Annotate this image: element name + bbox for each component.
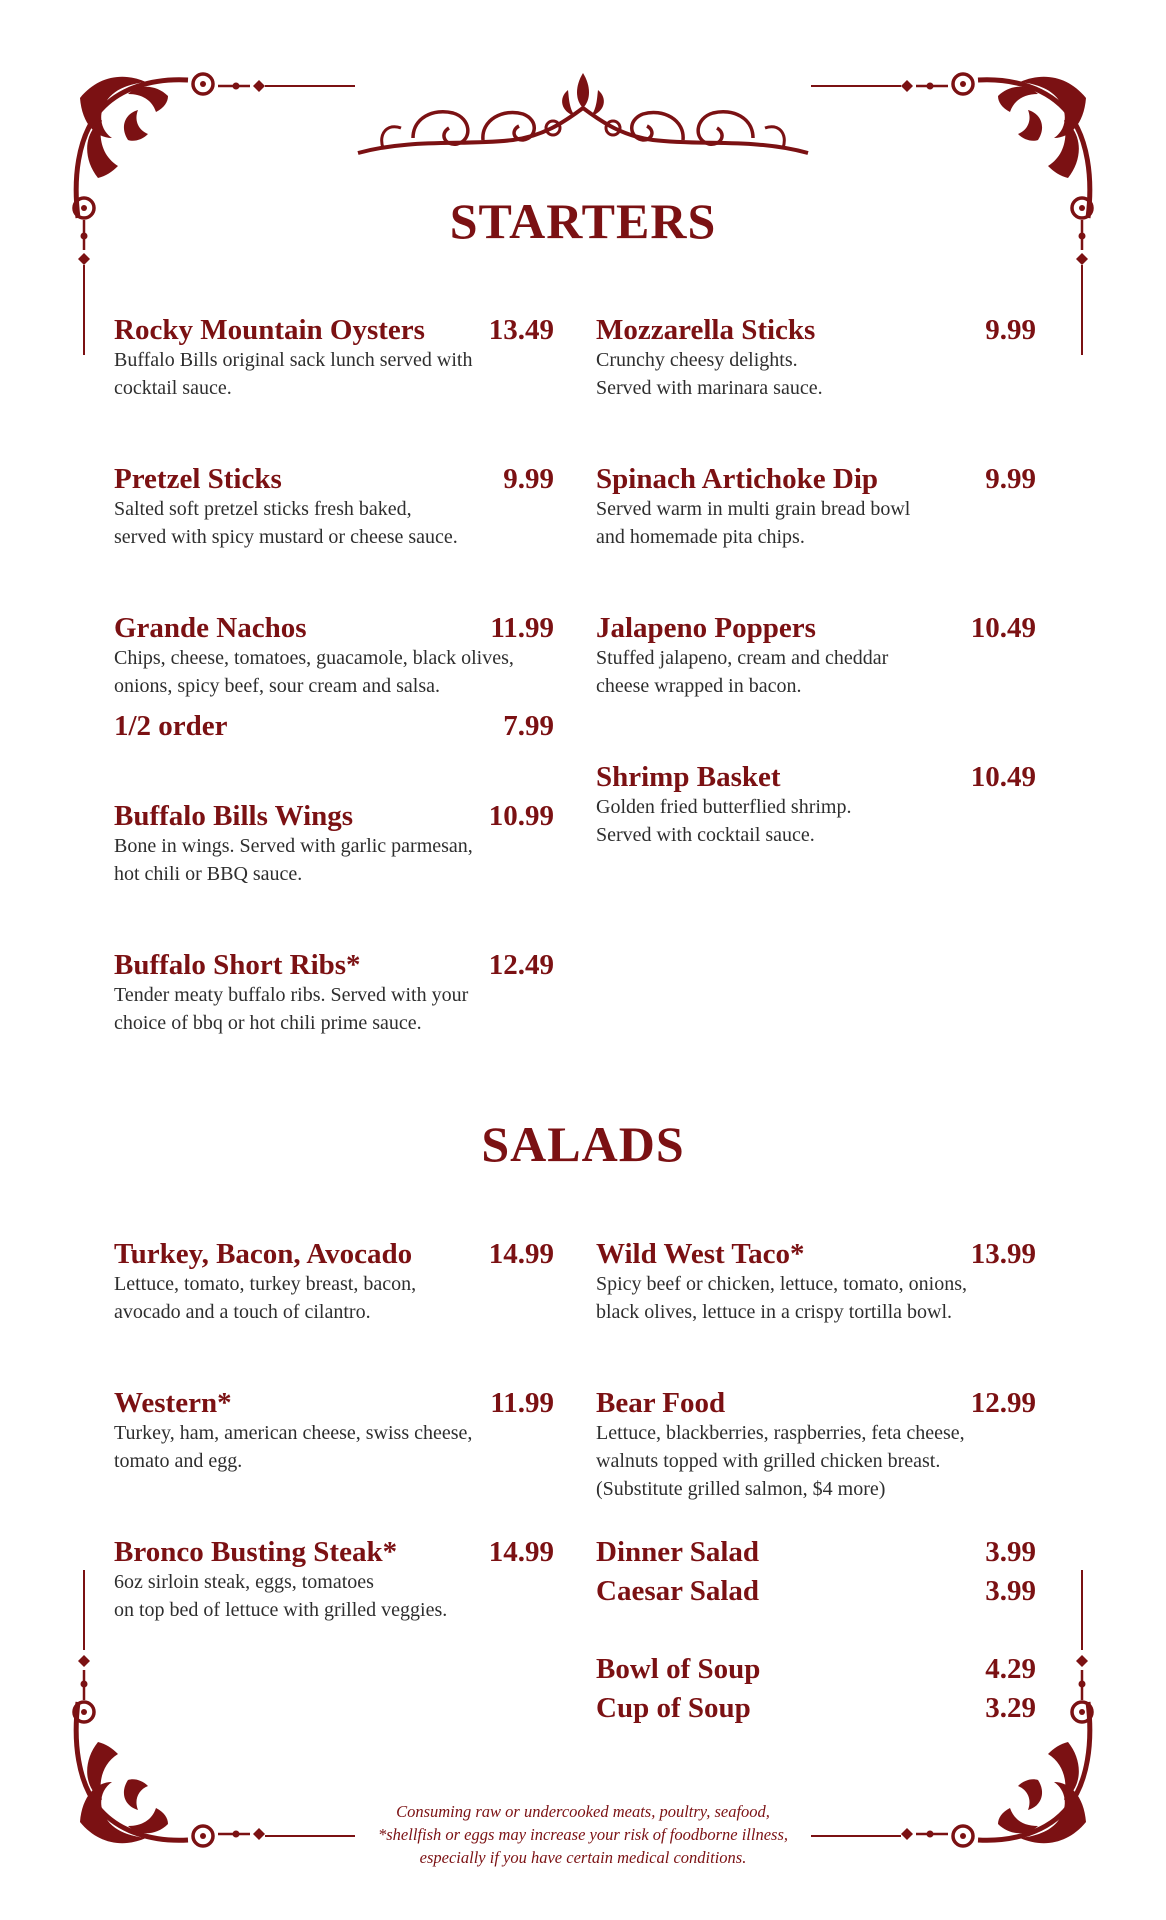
item-name: Bronco Busting Steak* [114,1536,398,1568]
item-name: Cup of Soup [596,1692,751,1724]
item-name: Buffalo Bills Wings [114,800,354,832]
menu-item [596,761,1036,849]
item-description: Chips, cheese, tomatoes, guacamole, black olives, onions, spicy beef, sour cream and salsa. [114,647,514,697]
item-description: 6oz sirloin steak, eggs, tomatoes on top bed of lettuce with grilled veggies. [114,1571,448,1621]
menu-item [596,1653,1036,1685]
item-price: 10.99 [488,800,554,832]
menu-item [596,1692,1036,1724]
top-right-rule [811,85,901,87]
menu-item [114,800,554,888]
item-description: Turkey, ham, american cheese, swiss cheese, tomato and egg. [114,1422,473,1472]
item-description: Tender meaty buffalo ribs. Served with your choice of bbq or hot chili prime sauce. [114,984,469,1034]
item-name: Shrimp Basket [596,761,781,793]
item-name: Western* [114,1387,232,1419]
health-disclaimer [283,1800,883,1869]
item-name: Bowl of Soup [596,1653,761,1685]
item-price: 3.99 [985,1575,1036,1607]
item-description: Salted soft pretzel sticks fresh baked, served with spicy mustard or cheese sauce. [114,498,458,548]
item-name: Caesar Salad [596,1575,760,1607]
item-description: Served warm in multi grain bread bowl and homemade pita chips. [596,498,911,548]
left-top-rule [83,265,85,355]
item-description: Spicy beef or chicken, lettuce, tomato, onions, black olives, lettuce in a crispy tortilla bowl. [596,1273,968,1323]
item-name: Mozzarella Sticks [596,314,816,346]
item-price: 11.99 [490,1387,554,1419]
item-description: Bone in wings. Served with garlic parmesan, hot chili or BBQ sauce. [114,835,473,885]
menu-item [596,463,1036,551]
item-price: 13.99 [970,1238,1036,1270]
menu-item [596,1575,1036,1607]
menu-item [596,612,1036,700]
menu-item [114,314,554,402]
disclaimer-line: *shellfish or eggs may increase your risk of foodborne illness, [377,1825,789,1844]
item-sub-price: 7.99 [503,710,554,742]
top-left-rule [265,85,355,87]
item-description: Golden fried butterflied shrimp. Served with cocktail sauce. [596,796,852,846]
item-price: 12.49 [488,949,554,981]
item-price: 11.99 [490,612,554,644]
menu-item [596,1238,1036,1326]
item-price: 9.99 [985,314,1036,346]
item-price: 4.29 [985,1653,1036,1685]
item-description: Lettuce, blackberries, raspberries, feta cheese, walnuts topped with grilled chicken breast. (Substitute grilled salmon, $4 more) [596,1422,965,1500]
right-top-rule [1081,265,1083,355]
item-price: 9.99 [985,463,1036,495]
item-price: 14.99 [488,1238,554,1270]
flourish-corner-icon [68,1642,278,1852]
menu-item [114,1387,554,1475]
item-price: 10.49 [970,761,1036,793]
section-title-starters: STARTERS [449,193,717,249]
item-description: Lettuce, tomato, turkey breast, bacon, avocado and a touch of cilantro. [114,1273,417,1323]
item-name: Spinach Artichoke Dip [596,463,878,495]
item-price: 13.49 [488,314,554,346]
item-sub-name: 1/2 order [114,710,228,742]
item-name: Rocky Mountain Oysters [114,314,425,346]
item-name: Pretzel Sticks [114,463,282,495]
disclaimer-line: Consuming raw or undercooked meats, poultry, seafood, [396,1802,770,1821]
menu-item [114,949,554,1037]
menu-item [114,612,554,742]
disclaimer-line: especially if you have certain medical conditions. [419,1848,747,1867]
item-price: 10.49 [970,612,1036,644]
menu-item [114,1536,554,1624]
item-name: Grande Nachos [114,612,307,644]
item-price: 3.29 [985,1692,1036,1724]
left-bottom-rule [83,1570,85,1650]
menu-item [596,1387,1036,1503]
menu-item [114,463,554,551]
item-description: Crunchy cheesy delights. Served with marinara sauce. [596,349,823,399]
item-name: Buffalo Short Ribs* [114,949,361,981]
right-bottom-rule [1081,1570,1083,1650]
item-name: Dinner Salad [596,1536,760,1568]
item-name: Wild West Taco* [596,1238,805,1270]
section-title-salads: SALADS [481,1116,685,1172]
item-description: Stuffed jalapeno, cream and cheddar cheese wrapped in bacon. [596,647,889,697]
item-price: 12.99 [970,1387,1036,1419]
item-name: Turkey, Bacon, Avocado [114,1238,413,1270]
flourish-scroll-icon [353,68,813,163]
menu-item [596,314,1036,402]
item-description: Buffalo Bills original sack lunch served with cocktail sauce. [114,349,473,399]
menu-item [114,1238,554,1326]
item-name: Bear Food [596,1387,726,1419]
menu-item [596,1536,1036,1568]
item-price: 14.99 [488,1536,554,1568]
item-name: Jalapeno Poppers [596,612,816,644]
item-price: 3.99 [985,1536,1036,1568]
item-price: 9.99 [503,463,554,495]
